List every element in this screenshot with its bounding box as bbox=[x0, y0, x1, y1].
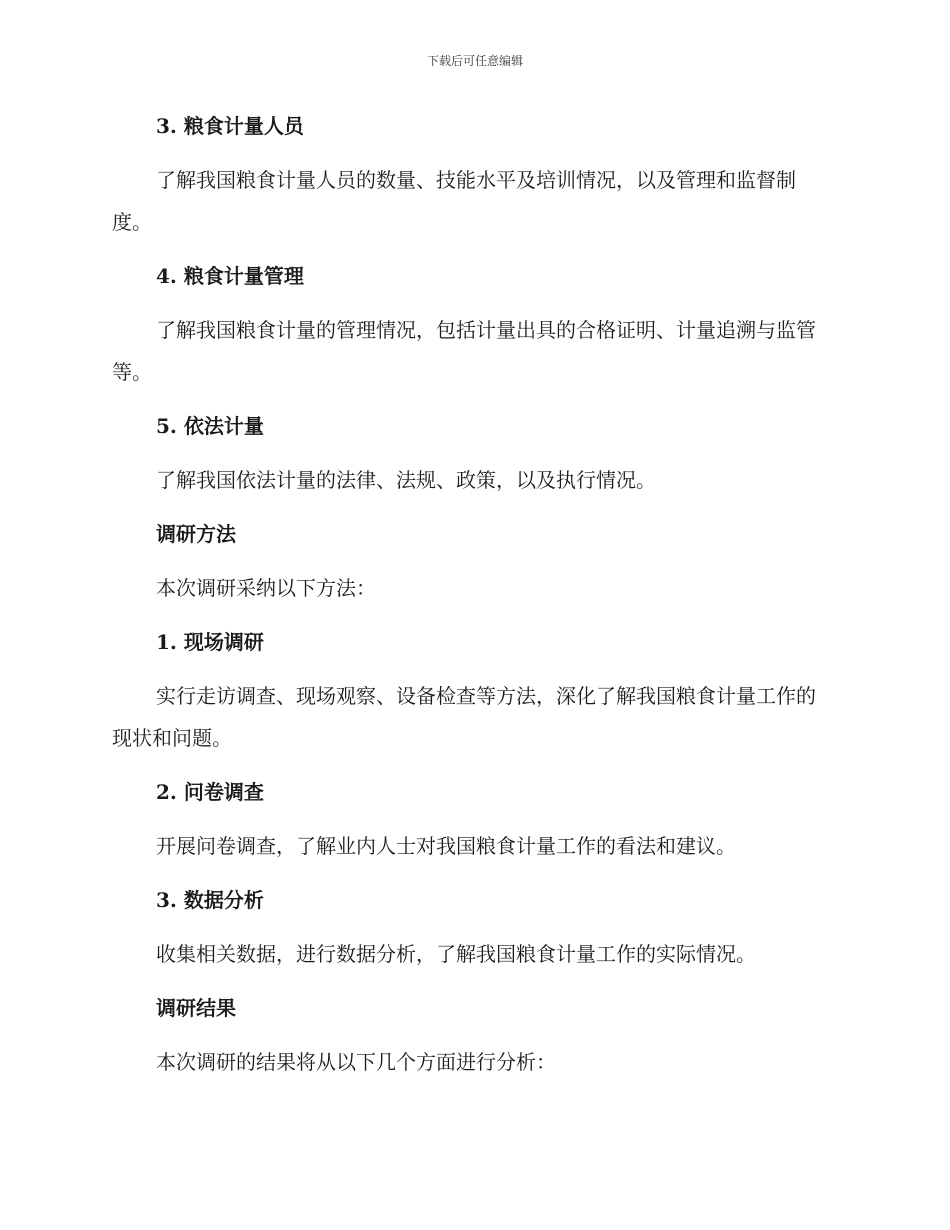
section-heading-field-survey: 1. 现场调研 bbox=[156, 630, 264, 654]
section-heading-personnel: 3. 粮食计量人员 bbox=[156, 114, 304, 138]
paragraph-personnel: 了解我国粮食计量人员的数量、技能水平及培训情况，以及管理和监督制度。 bbox=[112, 168, 796, 234]
paragraph-management: 了解我国粮食计量的管理情况，包括计量出具的合格证明、计量追溯与监管等。 bbox=[112, 318, 816, 384]
section-heading-legal-metrology: 5. 依法计量 bbox=[156, 414, 264, 438]
page-header: 下载后可任意编辑 bbox=[426, 54, 523, 68]
section-heading-management: 4. 粮食计量管理 bbox=[156, 264, 304, 288]
paragraph-legal-metrology: 了解我国依法计量的法律、法规、政策，以及执行情况。 bbox=[156, 468, 656, 492]
section-heading-methods: 调研方法 bbox=[156, 522, 236, 546]
paragraph-data-analysis: 收集相关数据，进行数据分析，了解我国粮食计量工作的实际情况。 bbox=[156, 942, 756, 966]
section-heading-questionnaire: 2. 问卷调查 bbox=[156, 780, 264, 804]
paragraph-questionnaire: 开展问卷调查，了解业内人士对我国粮食计量工作的看法和建议。 bbox=[156, 834, 736, 858]
paragraph-results-intro: 本次调研的结果将从以下几个方面进行分析： bbox=[156, 1050, 556, 1074]
paragraph-methods-intro: 本次调研采纳以下方法： bbox=[156, 576, 376, 600]
document-body bbox=[112, 106, 830, 1083]
section-heading-data-analysis: 3. 数据分析 bbox=[156, 888, 264, 912]
section-heading-results: 调研结果 bbox=[156, 996, 236, 1020]
paragraph-field-survey: 实行走访调查、现场观察、设备检查等方法，深化了解我国粮食计量工作的现状和问题。 bbox=[112, 684, 816, 750]
